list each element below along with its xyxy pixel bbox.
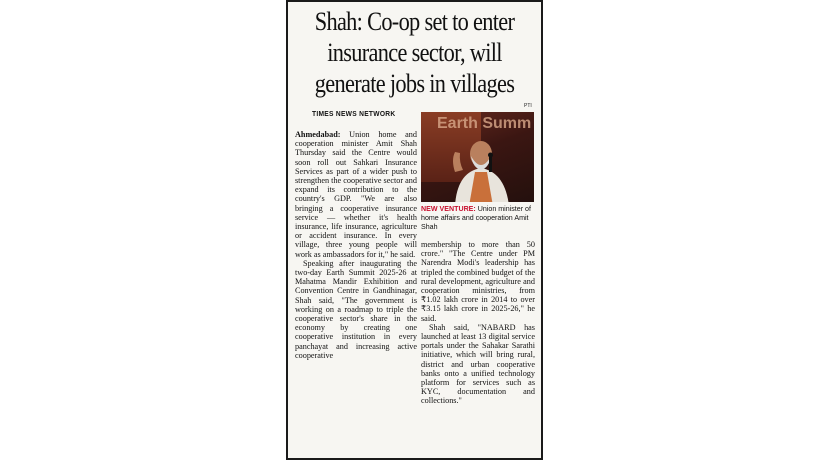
paragraph-1-text: Union home and cooperation minister Amit Shah Thursday said the Centre would soon roll out Sahkari Insurance Services as part of a wider push to strengthen the cooperative sector and expand its contribution to the country's GDP. "We are also bringing a cooperative insurance service — whether it's health insurance, life insurance, agriculture or accident insurance. In every village, three young people will work as ambassadors for it," he said. [295, 130, 417, 259]
headline-line-2: insurance sector, will [327, 38, 502, 67]
news-photo [421, 112, 534, 202]
photo-caption [421, 205, 535, 232]
photo-background-text: Earth Summ [437, 115, 532, 132]
headline-line-1: Shah: Co-op set to enter [314, 7, 515, 36]
article-paragraph-2: Speaking after inaugurating the two-day Earth Summit 2025-26 at Mahatma Mandir Exhibition and Convention Centre in Gandhinagar, Shah said, "The government is working on a roadmap to triple the cooperative sector's share in the economy by creating one cooperative institution in every panchayat and increasing active cooperative [295, 258, 417, 360]
dateline: Ahmedabad: [295, 130, 341, 139]
article-column-2 [421, 240, 535, 406]
photo-credit: PTI [524, 103, 532, 109]
caption-text: Union minister of home affairs and cooperation Amit Shah [421, 205, 531, 231]
newspaper-clipping [286, 0, 543, 460]
article-paragraph-2-continued: membership to more than 50 crore." "The Centre under PM Narendra Modi's leadership has tripled the combined budget of the rural development, agriculture and cooperation ministries, from ₹1.02 lakh crore in 2014 to over ₹3.15 lakh crore in 2025-26," he said. [421, 240, 535, 323]
headline [309, 6, 520, 99]
article-paragraph-3: Shah said, "NABARD has launched at least 13 digital service portals under the Sahakar Sarathi initiative, which will bring rural, district and urban cooperative banks onto a unified technology platform for services such as KYC, documentation and collections." [421, 322, 535, 406]
speaker-figure [445, 126, 517, 202]
article-paragraph-1 [295, 130, 417, 259]
headline-line-3: generate jobs in villages [314, 69, 515, 98]
byline: TIMES NEWS NETWORK [312, 111, 396, 118]
caption-lead: NEW VENTURE: [421, 205, 476, 213]
article-column-1 [295, 130, 417, 360]
